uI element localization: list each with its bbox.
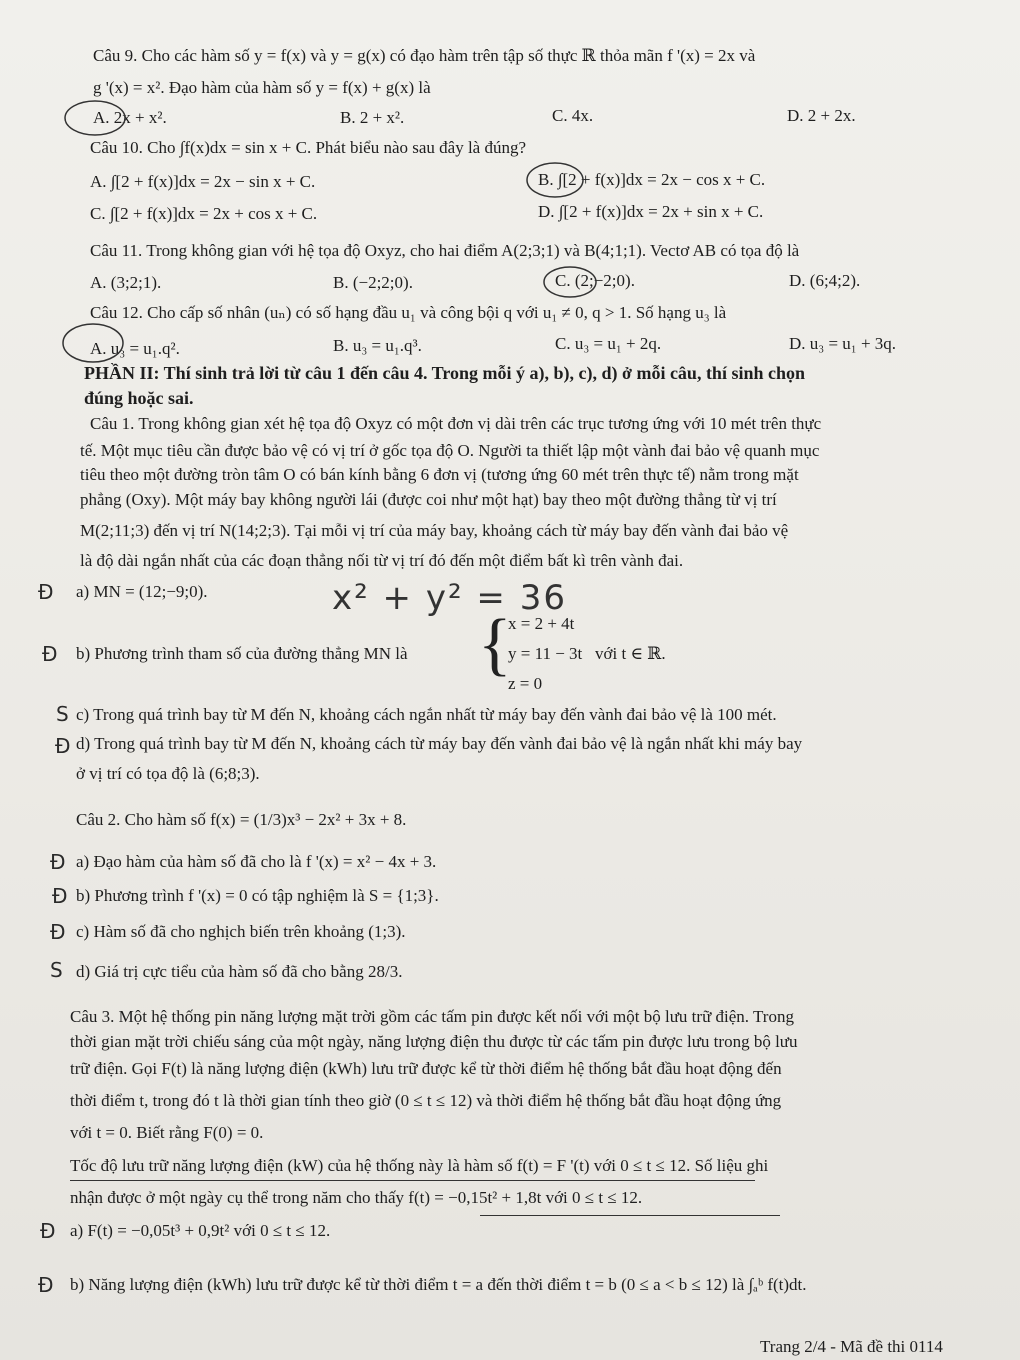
q9-line2: g '(x) = x². Đạo hàm của hàm số y = f(x) + g(x) là — [93, 78, 431, 97]
q9-option-b: B. 2 + x². — [340, 108, 405, 127]
q12-option-b: B. u₃ = u₁.q³. — [333, 336, 422, 355]
c1-statement-a: a) MN = (12;−9;0). — [76, 582, 208, 601]
handwritten-mark: Đ — [50, 850, 66, 874]
c1-statement-c: c) Trong quá trình bay từ M đến N, khoảng cách ngắn nhất từ máy bay đến vành đai bảo vệ là 100 mét. — [76, 705, 777, 724]
c3-line: Tốc độ lưu trữ năng lượng điện (kW) của hệ thống này là hàm số f(t) = F '(t) với 0 ≤ t ≤ 12. Số liệu ghi — [70, 1156, 769, 1175]
c3-line: nhận được ở một ngày cụ thể trong năm cho thấy f(t) = −0,15t² + 1,8t với 0 ≤ t ≤ 12. — [70, 1188, 643, 1207]
q10-option-c: C. ∫[2 + f(x)]dx = 2x + cos x + C. — [90, 204, 318, 223]
handwritten-equation: x² + y² = 36 — [332, 578, 567, 618]
c1-line: tiêu theo một đường tròn tâm O có bán kính bằng 6 đơn vị (tương ứng 60 mét trên thực tế) nằm trong mặt — [80, 465, 799, 484]
c2-stem: Câu 2. Cho hàm số f(x) = (1/3)x³ − 2x² + 3x + 8. — [76, 810, 407, 829]
handwritten-mark: Đ — [50, 920, 66, 944]
handwritten-mark: Đ — [52, 884, 68, 908]
q9-option-d: D. 2 + 2x. — [787, 106, 856, 125]
answer-circle — [520, 158, 590, 202]
c3-line: thời gian mặt trời chiếu sáng của một ngày, năng lượng điện thu được từ các tấm pin được lưu trong bộ lưu — [70, 1032, 798, 1051]
c1-statement-b: b) Phương trình tham số của đường thẳng MN là — [76, 644, 408, 663]
q12-option-d: D. u₃ = u₁ + 3q. — [789, 334, 897, 353]
q11-option-c: C. (2;−2;0). — [555, 271, 635, 290]
param-tail: với t ∈ ℝ. — [595, 644, 666, 663]
q12-option-a: A. u₃ = u₁.q². — [90, 339, 180, 358]
c1-statement-d-cont: ở vị trí có tọa độ là (6;8;3). — [76, 764, 260, 783]
handwritten-mark: Đ — [40, 1219, 56, 1243]
c1-line: là độ dài ngắn nhất của các đoạn thẳng nối từ vị trí đó đến một điểm bất kì trên vành đai. — [80, 551, 684, 570]
c3-statement-b: b) Năng lượng điện (kWh) lưu trữ được kể từ thời điểm t = a đến thời điểm t = b (0 ≤ a < b ≤ 12) là ∫ₐᵇ f(t)dt. — [70, 1275, 807, 1294]
handwritten-mark: S — [50, 958, 63, 982]
answer-circle — [60, 96, 130, 140]
q11-stem: Câu 11. Trong không gian với hệ tọa độ Oxyz, cho hai điểm A(2;3;1) và B(4;1;1). Vectơ AB có tọa độ là — [90, 241, 800, 260]
handwritten-mark: S — [56, 702, 69, 726]
c2-statement-b: b) Phương trình f '(x) = 0 có tập nghiệm là S = {1;3}. — [76, 886, 439, 905]
q10-option-d: D. ∫[2 + f(x)]dx = 2x + sin x + C. — [538, 202, 764, 221]
q9-option-a: A. 2x + x². — [93, 108, 167, 127]
c1-line: phẳng (Oxy). Một máy bay không người lái (được coi như một hạt) bay theo một đường thẳng từ vị trí — [80, 490, 777, 509]
handwritten-mark: Đ — [38, 1273, 54, 1297]
answer-circle — [58, 318, 128, 368]
part2-heading-cont: đúng hoặc sai. — [84, 388, 194, 408]
pen-underline — [480, 1215, 780, 1216]
answer-circle — [540, 262, 600, 302]
param-z: z = 0 — [508, 674, 543, 693]
handwritten-mark: Đ — [38, 580, 54, 604]
c3-statement-a: a) F(t) = −0,05t³ + 0,9t² với 0 ≤ t ≤ 12. — [70, 1221, 331, 1240]
q12-stem: Câu 12. Cho cấp số nhân (uₙ) có số hạng đầu u₁ và công bội q với u₁ ≠ 0, q > 1. Số hạng u₃ là — [90, 303, 727, 322]
c3-line: với t = 0. Biết rằng F(0) = 0. — [70, 1123, 264, 1142]
param-y: y = 11 − 3t — [508, 644, 583, 663]
system-brace: { — [478, 606, 512, 683]
c2-statement-a: a) Đạo hàm của hàm số đã cho là f '(x) = x² − 4x + 3. — [76, 852, 437, 871]
q11-option-a: A. (3;2;1). — [90, 273, 162, 292]
q10-stem: Câu 10. Cho ∫f(x)dx = sin x + C. Phát biểu nào sau đây là đúng? — [90, 138, 527, 157]
pen-underline — [70, 1180, 755, 1181]
c1-line: tế. Một mục tiêu cần được bảo vệ có vị trí ở gốc tọa độ O. Người ta thiết lập một vành đai bảo vệ quanh mục — [80, 441, 820, 460]
q11-option-d: D. (6;4;2). — [789, 271, 861, 290]
c3-line: Câu 3. Một hệ thống pin năng lượng mặt trời gồm các tấm pin được kết nối với một bộ lưu trữ điện. Trong — [70, 1007, 794, 1026]
c1-statement-d: d) Trong quá trình bay từ M đến N, khoảng cách từ máy bay đến vành đai bảo vệ là ngắn nhất khi máy bay — [76, 734, 803, 753]
q10-option-a: A. ∫[2 + f(x)]dx = 2x − sin x + C. — [90, 172, 316, 191]
c3-line: thời điểm t, trong đó t là thời gian tính theo giờ (0 ≤ t ≤ 12) và thời điểm hệ thống bắt đầu hoạt động ứng — [70, 1091, 782, 1110]
q10-option-b: B. ∫[2 + f(x)]dx = 2x − cos x + C. — [538, 170, 766, 189]
q9-line1: Câu 9. Cho các hàm số y = f(x) và y = g(x) có đạo hàm trên tập số thực ℝ thỏa mãn f '(x) = 2x và — [93, 46, 756, 65]
part2-heading: PHẦN II: Thí sinh trả lời từ câu 1 đến câu 4. Trong mỗi ý a), b), c), d) ở mỗi câu, thí sinh chọn — [84, 363, 805, 383]
page-footer: Trang 2/4 - Mã đề thi 0114 — [760, 1337, 943, 1356]
handwritten-mark: Đ — [42, 642, 58, 666]
param-x: x = 2 + 4t — [508, 614, 575, 633]
c1-line: Câu 1. Trong không gian xét hệ tọa độ Oxyz có một đơn vị dài trên các trục tương ứng với 10 mét trên thực — [90, 414, 822, 433]
c1-line: M(2;11;3) đến vị trí N(14;2;3). Tại mỗi vị trí của máy bay, khoảng cách từ máy bay đến vành đai bảo vệ — [80, 521, 789, 540]
c2-statement-d: d) Giá trị cực tiểu của hàm số đã cho bằng 28/3. — [76, 962, 403, 981]
q9-option-c: C. 4x. — [552, 106, 594, 125]
handwritten-mark: Đ — [55, 734, 71, 758]
q12-option-c: C. u₃ = u₁ + 2q. — [555, 334, 662, 353]
c3-line: trữ điện. Gọi F(t) là năng lượng điện (kWh) lưu trữ được kể từ thời điểm hệ thống bắt đầu hoạt động đến — [70, 1059, 782, 1078]
c2-statement-c: c) Hàm số đã cho nghịch biến trên khoảng (1;3). — [76, 922, 406, 941]
q11-option-b: B. (−2;2;0). — [333, 273, 413, 292]
